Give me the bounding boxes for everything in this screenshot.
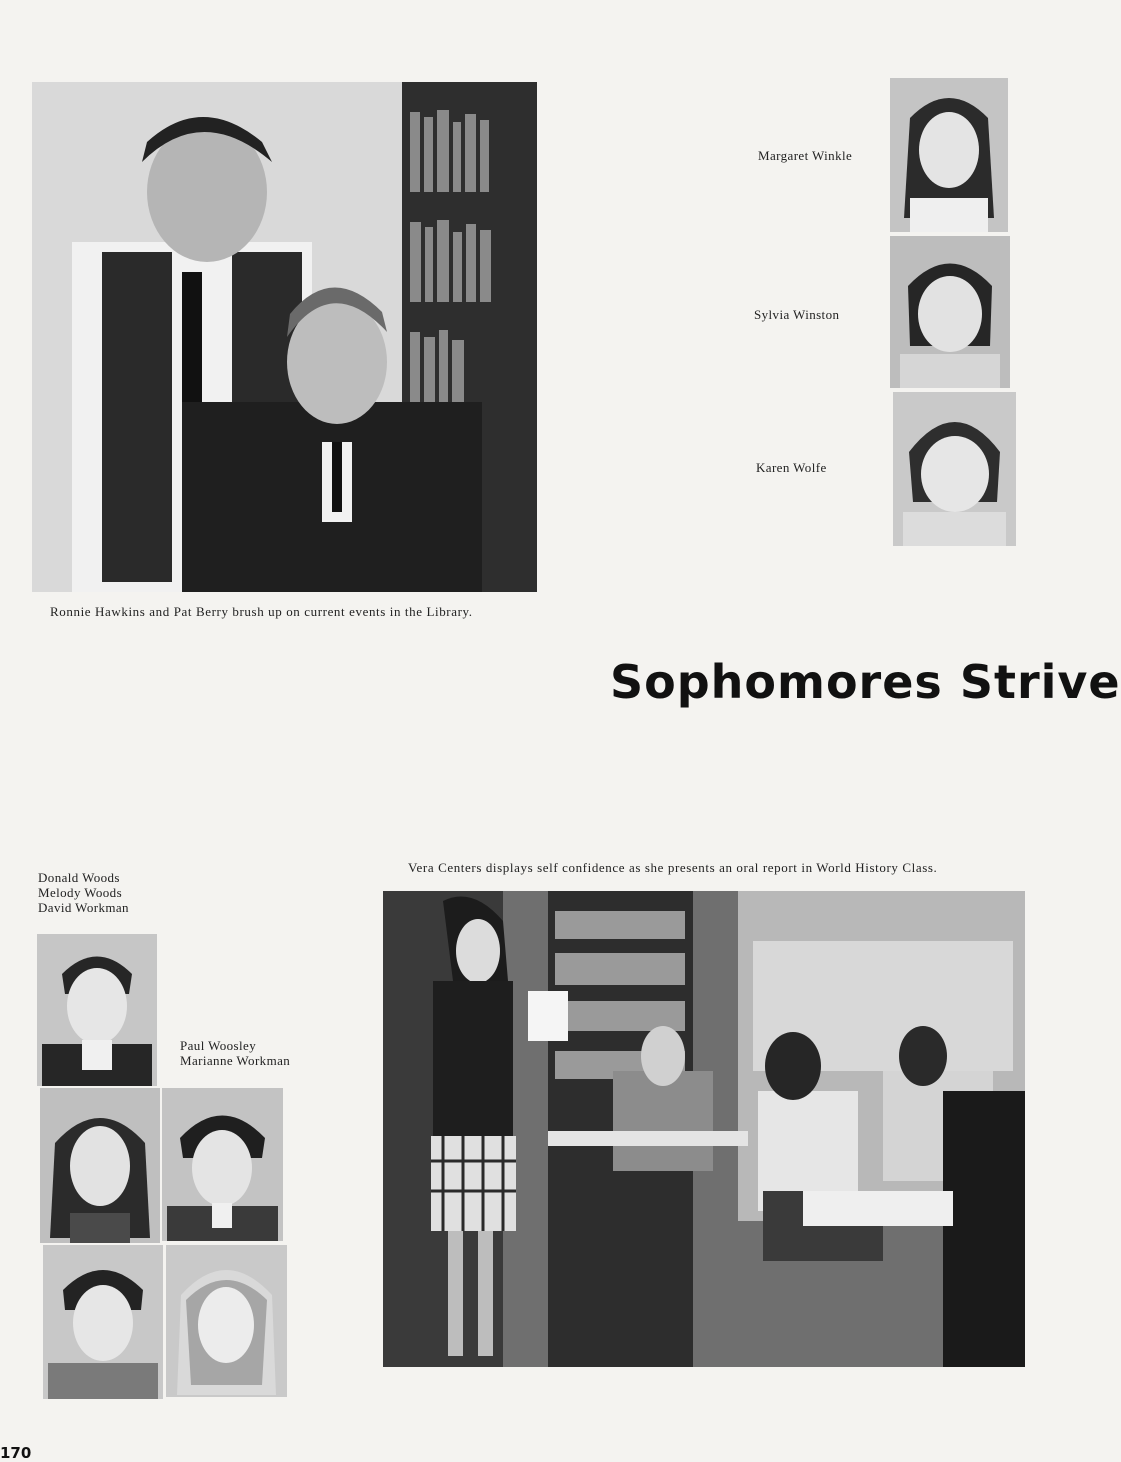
portrait-karen-wolfe (893, 392, 1016, 546)
library-photo-illustration (32, 82, 537, 592)
classroom-photo-illustration (383, 891, 1025, 1367)
portrait-illustration (890, 78, 1008, 232)
portrait-name: Donald Woods (38, 870, 120, 885)
library-photo-caption: Ronnie Hawkins and Pat Berry brush up on current events in the Library. (50, 604, 473, 619)
portrait-name: Melody Woods (38, 885, 123, 900)
portrait-illustration (43, 1245, 163, 1399)
portrait-name: Paul Woosley (180, 1038, 257, 1053)
classroom-photo-caption: Vera Centers displays self confidence as she presents an oral report in World History Class. (408, 860, 938, 875)
portrait-name-margaret-winkle: Margaret Winkle (758, 148, 853, 163)
library-photo (32, 82, 537, 592)
portrait-illustration (162, 1088, 283, 1241)
portrait-name: Marianne Workman (180, 1053, 291, 1068)
portrait-name-karen-wolfe: Karen Wolfe (756, 460, 827, 475)
portrait-illustration (166, 1245, 287, 1397)
portrait-name-sylvia-winston: Sylvia Winston (754, 307, 840, 322)
portrait-illustration (890, 236, 1010, 388)
portrait-illustration (37, 934, 157, 1086)
portrait-donald-woods (37, 934, 157, 1086)
classroom-photo (383, 891, 1025, 1367)
portrait-sylvia-winston (890, 236, 1010, 388)
portrait-name: David Workman (38, 900, 129, 915)
portrait-marianne-workman (166, 1245, 287, 1397)
page-number: 170 (0, 1444, 32, 1462)
portrait-margaret-winkle (890, 78, 1008, 232)
portrait-illustration (40, 1088, 160, 1243)
portrait-paul-woosley (43, 1245, 163, 1399)
page-headline: Sophomores Strive (610, 655, 1121, 709)
portrait-david-workman (162, 1088, 283, 1241)
portrait-melody-woods (40, 1088, 160, 1243)
portrait-illustration (893, 392, 1016, 546)
portrait-names-group-2 (180, 1038, 290, 1068)
portrait-names-group-1 (38, 870, 129, 915)
